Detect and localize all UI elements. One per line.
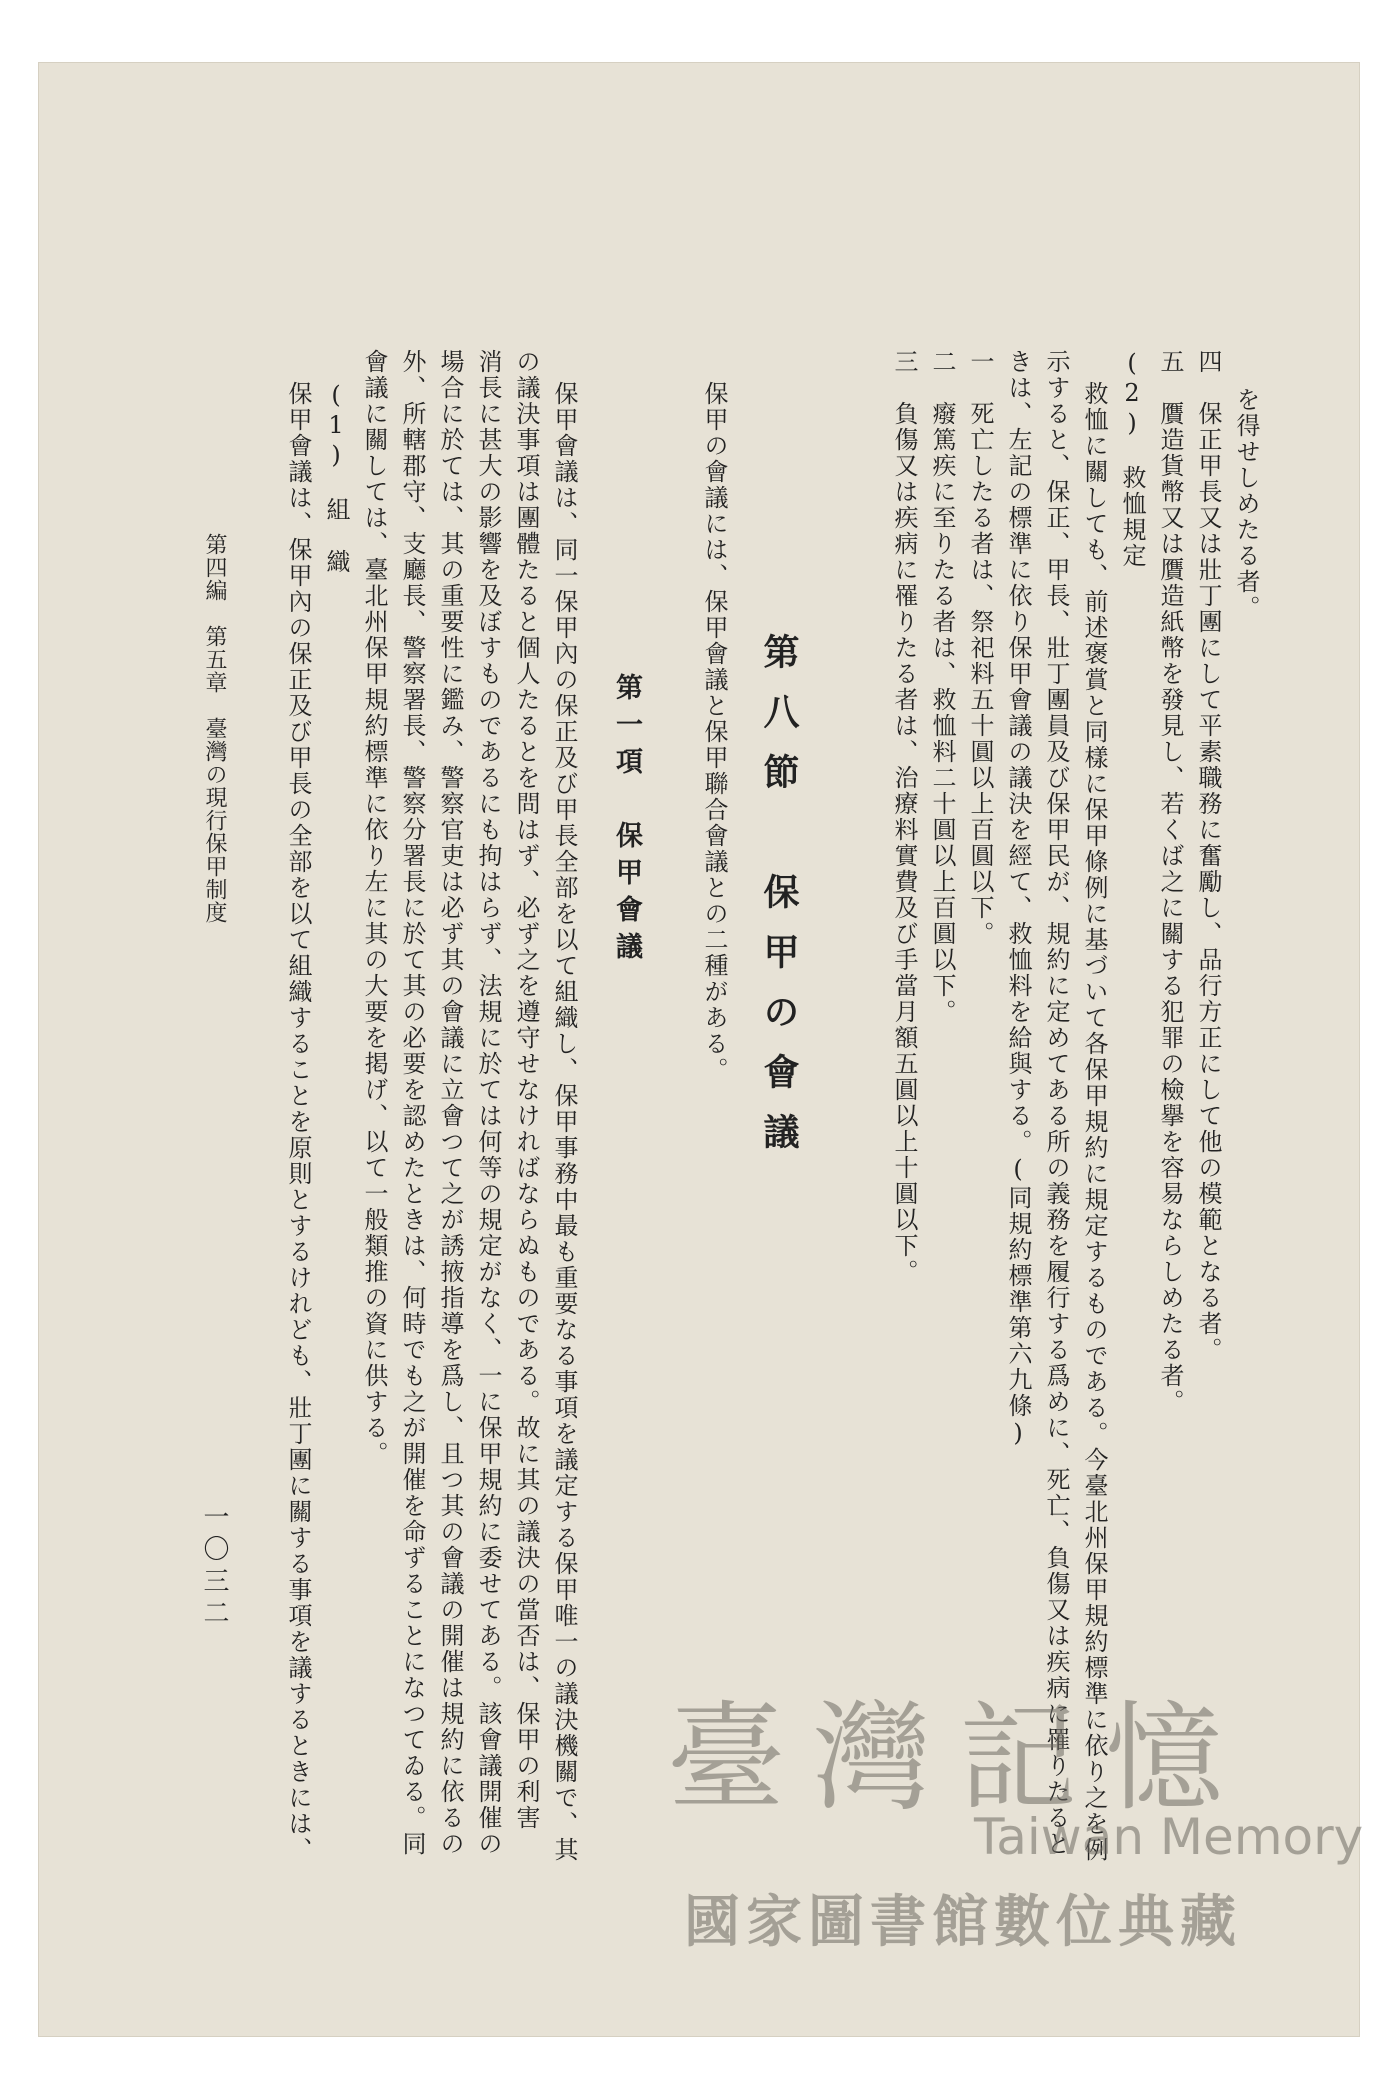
book-page [38, 62, 1364, 2037]
running-footer: 第四編 第五章 臺灣の現行保甲制度 [202, 533, 227, 924]
text-column-2: 四 保正甲長又は壯丁團にして平素職務に奮勵し、品行方正にして他の模範となる者。 [1194, 349, 1222, 1363]
text-column-15: 場合に於ては、其の重要性に鑑み、警察官吏は必ず其の會議に立會つて之が誘掖指導を爲し、且つ其の會議の開催は規約に依るの [436, 349, 464, 1857]
text-column-17: 會議に關しては、臺北州保甲規約標準に依り左に其の大要を掲げ、以て一般類推の資に供する。 [360, 349, 388, 1467]
page-number: 一〇三二 [199, 1503, 229, 1631]
text-column-19: 保甲會議は、保甲內の保正及び甲長の全部を以て組織することを原則とするけれども、壯丁團に關する事項を議するときには、 [284, 381, 312, 1863]
watermark-english: Taiwan Memory [974, 1808, 1364, 1866]
text-column-12: 保甲會議は、同一保甲內の保正及び甲長全部を以て組織し、保甲事務中最も重要なる事項を議定する保甲唯一の議決機關で、其 [550, 381, 578, 1863]
text-column-5: 救恤に關しても、前述褒賞と同樣に保甲條例に基づいて各保甲規約に規定するものである。今臺北州保甲規約標準に依り之を例 [1080, 381, 1108, 1863]
text-column-14: 消長に甚大の影響を及ぼすものであるにも拘はらず、法規に於ては何等の規定がなく、一に保甲規約に委せてある。該會議開催の [474, 349, 502, 1857]
text-column-1: を得せしめたる者。 [1232, 387, 1260, 621]
watermark-title: 臺灣記憶 [667, 1689, 1252, 1827]
text-column-7: きは、左記の標準に依り保甲會議の議決を經て、救恤料を給與する。(同規約標準第六九條) [1004, 349, 1032, 1449]
text-column-16: 外、所轄郡守、支廳長、警察署長、警察分署長に於て其の必要を認めたときは、何時でも之が開催を命ずることになつてゐる。同 [398, 349, 426, 1857]
section-heading: 第八節 保甲の會議 [758, 633, 800, 1173]
text-column-4: (2) 救恤規定 [1118, 349, 1146, 569]
subsection-heading: 第一項 保甲會議 [611, 673, 642, 969]
text-column-8: 一 死亡したる者は、祭祀料五十圓以上百圓以下。 [966, 349, 994, 947]
text-column-13: の議決事項は團體たると個人たるとを問はず、必ず之を遵守せなければならぬものである。故に其の議決の當否は、保甲の利害 [512, 349, 540, 1831]
text-column-9: 二 癈篤疾に至りたる者は、救恤料二十圓以上百圓以下。 [928, 349, 956, 1025]
text-column-10: 三 負傷又は疾病に罹りたる者は、治療料實費及び手當月額五圓以上十圓以下。 [890, 349, 918, 1285]
text-column-6: 示すると、保正、甲長、壯丁團員及び保甲民が、規約に定めてある所の義務を履行する爲めに、死亡、負傷又は疾病に罹りたると [1042, 349, 1070, 1857]
text-column-18: (1) 組 織 [322, 381, 350, 575]
text-column-3: 五 贋造貨幣又は贋造紙幣を發見し、若くば之に關する犯罪の檢擧を容易ならしめたる者。 [1156, 349, 1184, 1415]
text-column-11: 保甲の會議には、保甲會議と保甲聯合會議との二種がある。 [700, 381, 728, 1083]
watermark-library: 國家圖書館數位典藏 [684, 1890, 1242, 1955]
